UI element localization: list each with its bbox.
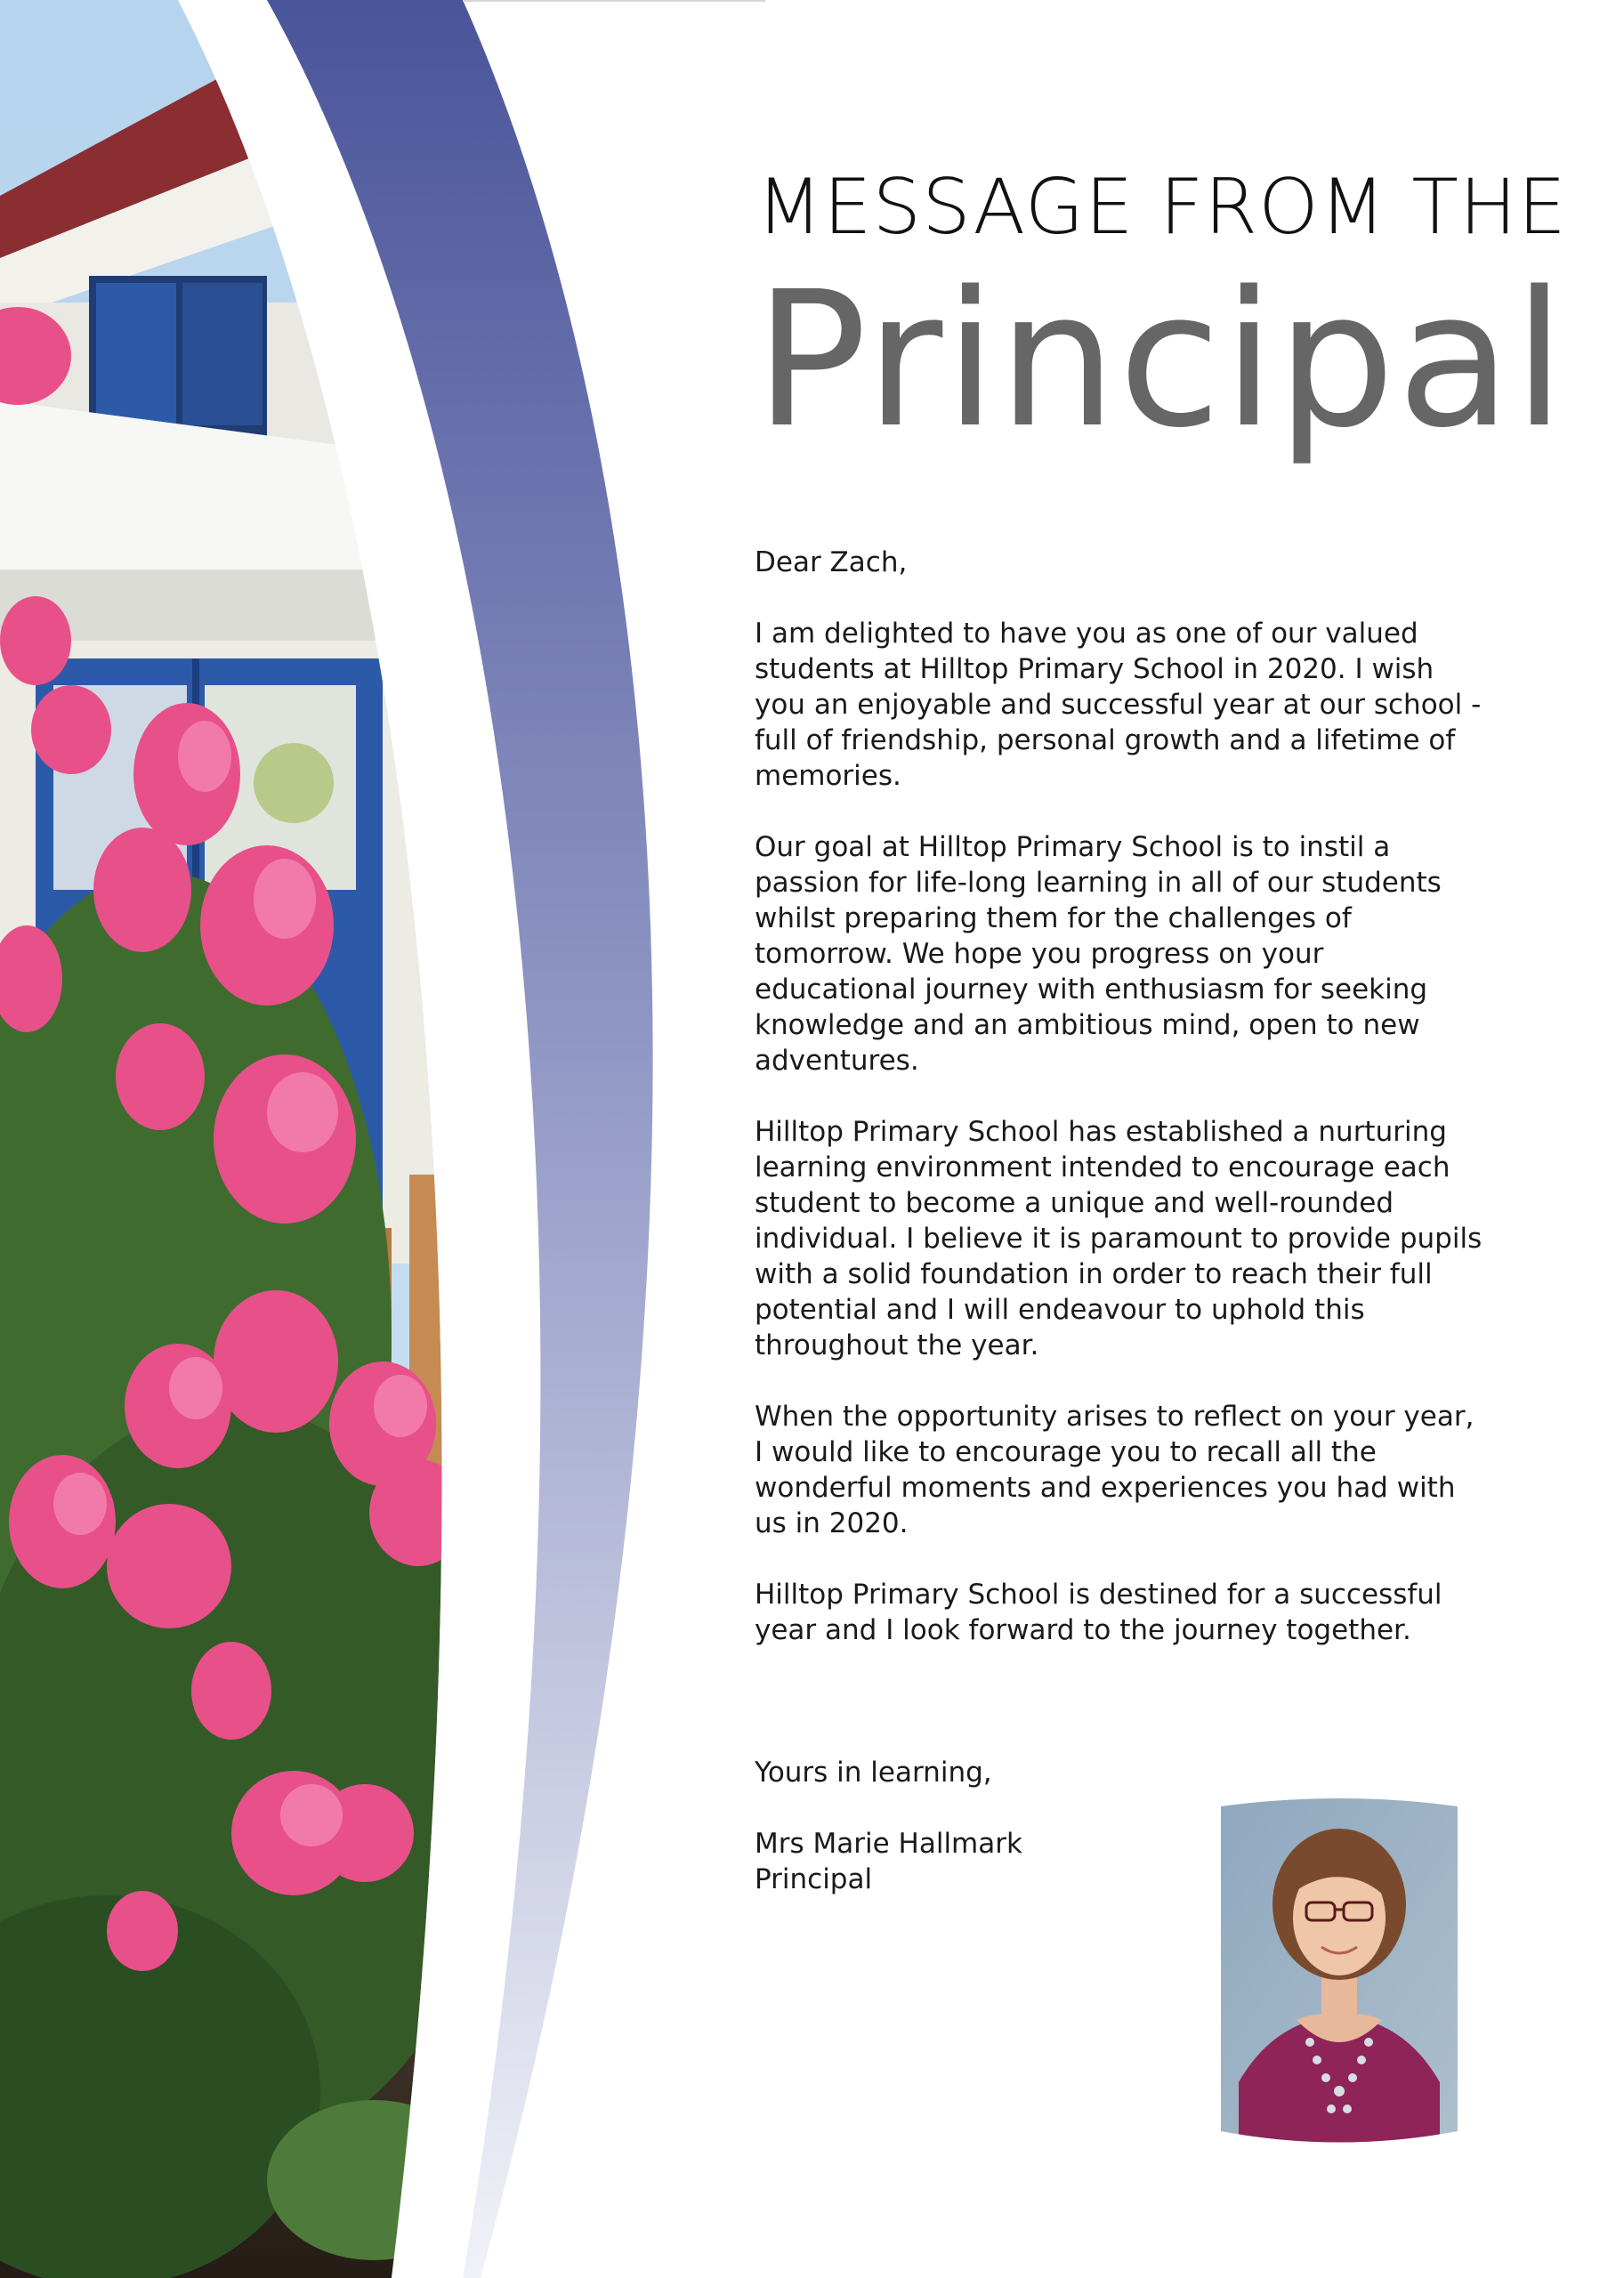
signer-title: Principal <box>755 1863 873 1895</box>
letter-paragraph: I am delighted to have you as one of our valued students at Hilltop Primary School in 2020. I wish you an enjoyable and successful year at our school - full of friendship, personal growth and a lifetime of memories. <box>755 618 1482 792</box>
letter-paragraph: Our goal at Hilltop Primary School is to instil a passion for life-long learning in all of our students whilst preparing them for the challenges of tomorrow. We hope you progress on your educational journey with enthusiasm for seeking knowledge and an ambitious mind, open to new adventures. <box>755 831 1442 1077</box>
signer-name: Mrs Marie Hallmark <box>755 1828 1022 1860</box>
letter-paragraph: When the opportunity arises to reflect on your year, I would like to encourage you to recall all the wonderful moments and experiences you had with us in 2020. <box>755 1401 1475 1539</box>
letter-paragraph: Hilltop Primary School is destined for a successful year and I look forward to the journey together. <box>755 1579 1442 1646</box>
heading-subtitle: MESSAGE FROM THE <box>756 163 1567 252</box>
letter-greeting: Dear Zach, <box>755 546 908 578</box>
page-title: Principal <box>755 251 1567 469</box>
letter-body <box>755 545 1484 1897</box>
letter-closing: Yours in learning, <box>755 1757 992 1789</box>
principal-portrait <box>1221 1797 1458 2145</box>
letter-paragraph: Hilltop Primary School has established a nurturing learning environment intended to encourage each student to become a unique and well-rounded individual. I believe it is paramount to provide pupils with a solid foundation in order to reach their full potential and I will endeavour to uphold this throughout the year. <box>755 1116 1483 1361</box>
